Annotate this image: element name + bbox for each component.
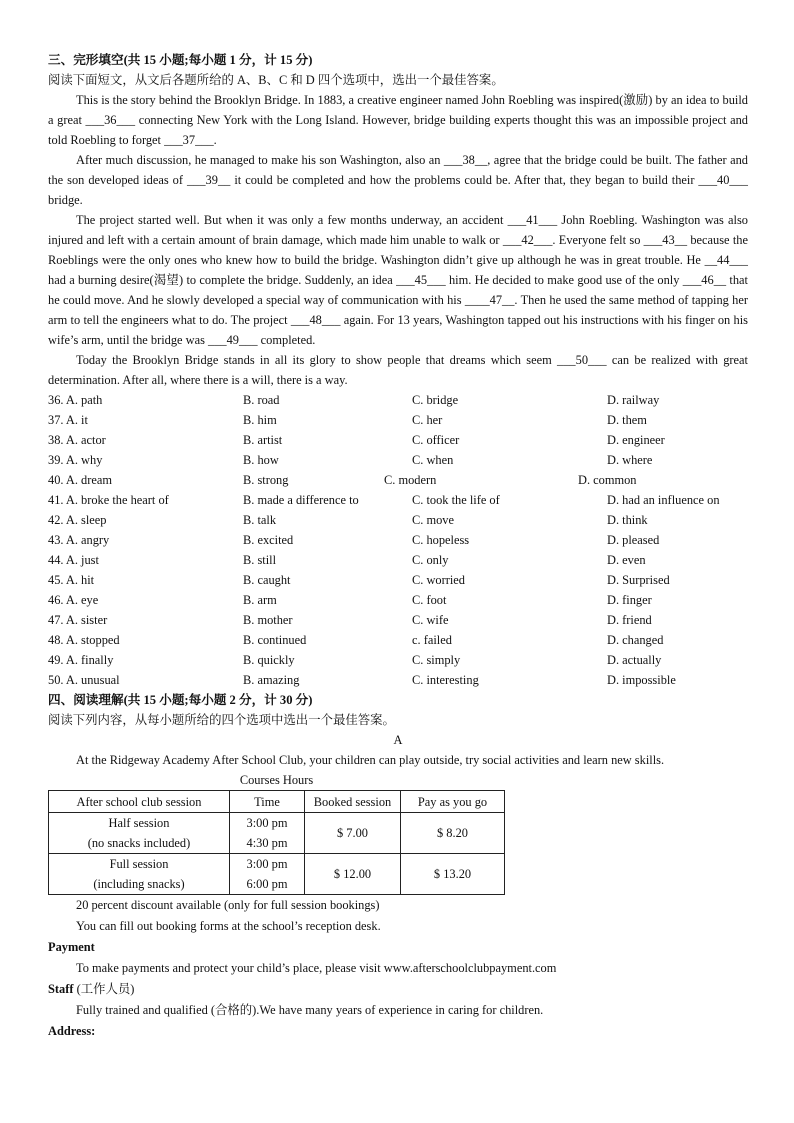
option-c[interactable]: C. wife [412, 613, 449, 627]
option-a[interactable]: 43. A. angry [48, 533, 110, 547]
staff-heading-line [48, 979, 748, 1000]
option-row-47 [48, 610, 748, 630]
option-c[interactable]: c. failed [412, 633, 452, 647]
option-row-38 [48, 430, 748, 450]
booked-price: $ 12.00 [305, 854, 401, 895]
session-note: (including snacks) [93, 877, 185, 891]
option-b[interactable]: B. caught [243, 573, 291, 587]
option-d[interactable]: D. actually [607, 653, 662, 667]
option-b[interactable]: B. continued [243, 633, 307, 647]
option-d[interactable]: D. changed [607, 633, 664, 647]
option-d[interactable]: D. pleased [607, 533, 660, 547]
table-caption: Courses Hours [239, 773, 314, 787]
payment-heading: Payment [48, 940, 95, 954]
table-row [49, 813, 505, 854]
cloze-paragraph-1: This is the story behind the Brooklyn Bridge. In 1883, a creative engineer named John Roebling was inspired(激励) by an idea to build a great ___36___ connecting New York with the Long Island. However, bridge building experts thought this was an impossible project and told Roebling to forget ___37___. [48, 93, 748, 147]
option-c[interactable]: C. took the life of [412, 493, 500, 507]
option-d[interactable]: D. them [607, 413, 647, 427]
option-d[interactable]: D. think [607, 513, 648, 527]
option-a[interactable]: 37. A. it [48, 413, 88, 427]
option-row-45 [48, 570, 748, 590]
option-row-48 [48, 630, 748, 650]
session-note: (no snacks included) [87, 836, 191, 850]
payg-price: $ 8.20 [401, 813, 505, 854]
session-name: Half session [108, 816, 170, 830]
time-cell [230, 854, 305, 895]
option-a[interactable]: 50. A. unusual [48, 673, 120, 687]
cloze-options [48, 390, 748, 690]
section3-title: 三、完形填空(共 15 小题;每小题 1 分，计 15 分) [48, 53, 313, 67]
start-time: 3:00 pm [246, 857, 288, 871]
option-d[interactable]: D. common [578, 473, 637, 487]
staff-heading-cn: (工作人员) [76, 982, 135, 996]
option-c[interactable]: C. hopeless [412, 533, 470, 547]
option-d[interactable]: D. even [607, 553, 646, 567]
option-a[interactable]: 46. A. eye [48, 593, 99, 607]
option-a[interactable]: 45. A. hit [48, 573, 95, 587]
payg-price: $ 13.20 [401, 854, 505, 895]
payment-text: To make payments and protect your child’s place, please visit www.afterschoolclubpayment.com [76, 961, 557, 975]
address-heading: Address: [48, 1024, 96, 1038]
cloze-paragraph-3: The project started well. But when it was only a few months underway, an accident ___41___ John Roebling. Washington was also injured and left with a certain amount of brain damage, which made him unable to walk or ___42___. Everyone felt so ___43__ because the Roeblings were the only ones who knew how to build the bridge. Washington didn’t give up although he was in great trouble. He __44___ had a burning desire(渴望) to complete the bridge. Suddenly, an idea ___45___ him. He decided to make good use of the only ___46__ that he could move. And he slowly developed a special way of communication with his ____47__. Then he used the same method of tapping her arm to tell the engineers what to do. The project ___48___ again. For 13 years, Washington tapped out his instructions with his finger on his wife’s arm, until the bridge was ___49___ completed. [48, 213, 748, 347]
option-row-46 [48, 590, 748, 610]
option-c[interactable]: C. move [412, 513, 454, 527]
option-a[interactable]: 49. A. finally [48, 653, 114, 667]
option-row-44 [48, 550, 748, 570]
option-row-40 [48, 470, 748, 490]
column-header: Pay as you go [401, 791, 505, 813]
option-a[interactable]: 44. A. just [48, 553, 99, 567]
option-row-49 [48, 650, 748, 670]
option-c[interactable]: C. interesting [412, 673, 479, 687]
courses-table [48, 790, 505, 895]
option-c[interactable]: C. worried [412, 573, 465, 587]
time-cell [230, 813, 305, 854]
staff-heading: Staff [48, 982, 74, 996]
option-d[interactable]: D. finger [607, 593, 652, 607]
option-a[interactable]: 40. A. dream [48, 473, 113, 487]
option-c[interactable]: C. bridge [412, 393, 459, 407]
option-b[interactable]: B. mother [243, 613, 293, 627]
option-row-43 [48, 530, 748, 550]
session-cell [49, 854, 230, 895]
section4-title: 四、阅读理解(共 15 小题;每小题 2 分，计 30 分) [48, 693, 313, 707]
option-b[interactable]: B. how [243, 453, 279, 467]
option-b[interactable]: B. road [243, 393, 280, 407]
option-a[interactable]: 48. A. stopped [48, 633, 120, 647]
option-b[interactable]: B. still [243, 553, 277, 567]
booking-note: You can fill out booking forms at the school’s reception desk. [76, 919, 381, 933]
option-a[interactable]: 36. A. path [48, 393, 103, 407]
booked-price: $ 7.00 [305, 813, 401, 854]
option-d[interactable]: D. friend [607, 613, 652, 627]
option-b[interactable]: B. made a difference to [243, 493, 359, 507]
option-b[interactable]: B. arm [243, 593, 277, 607]
option-c[interactable]: C. her [412, 413, 443, 427]
option-b[interactable]: B. quickly [243, 653, 295, 667]
option-a[interactable]: 39. A. why [48, 453, 103, 467]
column-header: Booked session [305, 791, 401, 813]
end-time: 4:30 pm [246, 836, 288, 850]
table-row [49, 854, 505, 895]
option-c[interactable]: C. only [412, 553, 449, 567]
option-c[interactable]: C. foot [412, 593, 447, 607]
passage-intro: At the Ridgeway Academy After School Club, your children can play outside, try social activities and learn new skills. [76, 753, 665, 767]
option-row-50 [48, 670, 748, 690]
option-b[interactable]: B. excited [243, 533, 294, 547]
option-b[interactable]: B. amazing [243, 673, 300, 687]
option-b[interactable]: B. him [243, 413, 277, 427]
option-row-42 [48, 510, 748, 530]
passage-letter: A [393, 733, 403, 747]
staff-text: Fully trained and qualified (合格的).We have many years of experience in caring for children. [76, 1003, 544, 1017]
option-d[interactable]: D. Surprised [607, 573, 670, 587]
option-b[interactable]: B. talk [243, 513, 277, 527]
option-a[interactable]: 47. A. sister [48, 613, 108, 627]
option-d[interactable]: D. had an influence on [607, 493, 720, 507]
section4-instruction: 阅读下列内容，从每小题所给的四个选项中选出一个最佳答案。 [48, 713, 395, 727]
session-name: Full session [109, 857, 169, 871]
cloze-paragraph-4: Today the Brooklyn Bridge stands in all its glory to show people that dreams which seem ___50___ can be realized with great determination. After all, where there is a will, there is a way. [48, 353, 748, 387]
section3-instruction: 阅读下面短文，从文后各题所给的 A、B、C 和 D 四个选项中，选出一个最佳答案。 [48, 73, 504, 87]
option-b[interactable]: B. artist [243, 433, 283, 447]
column-header: After school club session [49, 791, 230, 813]
option-c[interactable]: C. modern [384, 473, 437, 487]
option-row-39 [48, 450, 748, 470]
option-c[interactable]: C. officer [412, 433, 460, 447]
cloze-paragraph-2: After much discussion, he managed to make his son Washington, also an ___38__, agree that the bridge could be built. The father and the son developed ideas of ___39__ it could be completed and how the problems could be. After that, they began to build their ___40___ bridge. [48, 153, 748, 207]
table-header-row [49, 791, 505, 813]
session-cell [49, 813, 230, 854]
option-row-41 [48, 490, 748, 510]
option-d[interactable]: D. impossible [607, 673, 676, 687]
exam-page [48, 50, 748, 1042]
option-row-36 [48, 390, 748, 410]
option-row-37 [48, 410, 748, 430]
option-d[interactable]: D. engineer [607, 433, 665, 447]
option-a[interactable]: 38. A. actor [48, 433, 106, 447]
discount-note: 20 percent discount available (only for full session bookings) [76, 898, 380, 912]
option-a[interactable]: 41. A. broke the heart of [48, 493, 169, 507]
option-a[interactable]: 42. A. sleep [48, 513, 107, 527]
start-time: 3:00 pm [246, 816, 288, 830]
option-c[interactable]: C. simply [412, 653, 461, 667]
option-c[interactable]: C. when [412, 453, 454, 467]
end-time: 6:00 pm [246, 877, 288, 891]
option-b[interactable]: B. strong [243, 473, 289, 487]
option-d[interactable]: D. where [607, 453, 653, 467]
option-d[interactable]: D. railway [607, 393, 660, 407]
column-header: Time [230, 791, 305, 813]
